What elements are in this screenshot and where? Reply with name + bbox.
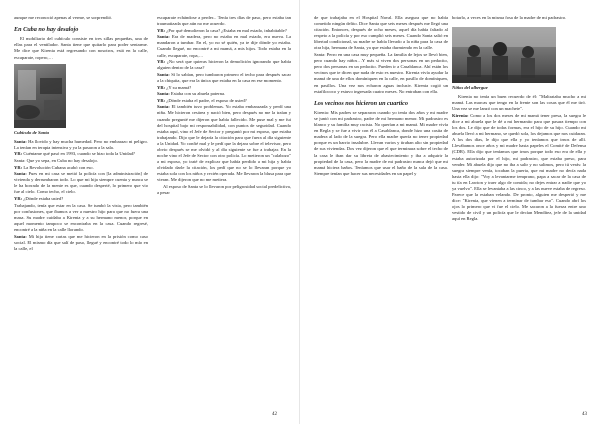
dialogue-text: La Revolución Cubana acabó con eso. [23, 164, 94, 170]
page-number-left: 42 [272, 412, 277, 417]
dialogue-text: Trabajando, tenía que estar en la casa. Se tumbó la vista, pero también por confusiones, que íbamos a ver a nuestro hijo para que no fuera una masa. Su madre cuidaba a Kirenia y a su hermano menor, porque en aquel momento tampoco se encontraba en la casa. Cuando regresé, encontré a la niña en la calle llorando. [14, 202, 148, 232]
dialogue-text: El también tuvo problemas. Yo estaba embarazada y perdí una niña. Me hicieron cesárea y nació bien, pero después no me la traían y cuando pregunté me dijeron que había fallecido. Me puse mal y me fui del hospital bajo mi responsabilidad, con puntos de seguridad. Cuando estaba aquí, vino el Jefe de Sector y preguntó por mi esposo, que estaba trabajando. Dijo que le dejaría la citación para que fuera al día siguiente a la Unidad. Yo confié mal y le pedí que la dejara sobre el televisor, pero obvio después se me olvidó y al día siguiente se fue a trabajar. En la noche vino el Jefe de Sector con otro policía. Lo metieron un "calabozo" a mi esposo, yo traté de explicar que había perdido a mi hija y había olvidado darle la citación, los pedí que no se lo llevaran porque yo estaba sola con los niños y recién operada. Me llevaron la blusa para que vieran. Me dijeron que no me metiera. [157, 104, 291, 183]
speaker-label: Santa: [14, 233, 27, 239]
left-page-column-2 [157, 15, 291, 410]
speaker-label: Santa: [157, 71, 170, 77]
speaker-label: YR: [157, 27, 166, 33]
paragraph: Kirenia no tenía un buen recuerdo de él: "Maltrataba mucho a mi mamá. Las marcas que tengo en la frente son las cosas que él me tiró. Una vez se me lanzó con un machete". [452, 94, 586, 112]
speaker-label: Santa: [14, 138, 27, 144]
speaker-label: Santa: [157, 34, 170, 40]
speaker-label: YR: [157, 97, 166, 103]
photo-caption: Cubículo de Santa [14, 129, 49, 135]
paragraph: Al esposo de Santa se lo llevaron por peligrosidad social predelictiva, a pesar [157, 184, 291, 196]
dialogue-text: Pues en mi casa se metió la policía con [la administración] de vivienda y derrumbaron todo. Lo que mi hija siempre cuenta y nunca se le ha borrado de la mente es que, cuando desperté, lo primero que vio fue al cielo. Como techo, el cielo. [14, 171, 148, 195]
dialogue-text: ¿No será que quieras hicieron la demolición ignorando que había alguien dentro de la casa? [157, 59, 291, 71]
dialogue-text: ¿Dónde estaba el padre, el esposo de usted? [166, 97, 247, 103]
dialogue-text: ¿Dónde estaba usted? [23, 196, 64, 202]
paragraph: botarlo, a veces en la misma fosa de la madre de mi padrastro. [452, 15, 567, 20]
paragraph: aunque me reconoció apenas al verme, se sorprendió. [14, 15, 113, 20]
section-heading: En Cuba no hay desalojo [14, 26, 79, 34]
page-number-right: 43 [582, 412, 587, 417]
dialogue-text: Era de madera, pero no estaba en mal estado, era nueva. La mandaron a tumbar. En el, yo no sé quién, ya te dije dónde yo estaba. Cuando llegué, no encontré a mi mamá, a mis hijos. Todo estaba en la calle, escaparate, ropa,… [157, 34, 291, 58]
photo-children [452, 27, 556, 83]
photo-image [452, 27, 556, 83]
speaker-label: YR: [14, 151, 23, 157]
dialogue-text: Estaba con su abuela paterna. [170, 91, 226, 97]
dialogue-text: Cuéntame qué pasó en 1993, cuando se hizo toda la Unidad? [23, 151, 135, 157]
speaker-label: Santa: [14, 171, 27, 177]
dialogue-text: Sí lo sabían, pero tumbaron primero el techo para después sacar a la chiquita, que era la única que estaba en la casa en ese momento. [157, 71, 291, 83]
speaker-label: Santa: [157, 104, 170, 110]
speaker-label: YR: [14, 164, 23, 170]
right-page-column-1 [314, 15, 448, 410]
speaker-label: Santa: [157, 91, 170, 97]
dialogue-text: Mi hija tiene cartas que me hicieron en la prisión como caso social. El mismo día que salí de paso, llegué y encontré todo lo mío en la calle, el [14, 233, 148, 251]
dialogue-text: Ha llovido y hay mucha humedad. Pero no embarazo ni peligro. La tenían en terapia intensiva y ya la pasaron a la sala. [14, 138, 148, 150]
right-page-column-2 [452, 15, 586, 410]
dialogue-text: Santa: Que yo sepa, en Cuba no hay desalojo. [14, 157, 98, 163]
dialogue-text: ¿Y su mamá? [166, 84, 192, 90]
speaker-label: YR: [157, 59, 166, 65]
dialogue-text: Como a los dos meses de mi mamá tener presa, la suegra le dice a mi abuela que le dé a mi hermanito para que pasara tiempo con los dos. Le dijo que de todas formas, era el hijo de su hijo. Cuando mi abuela llevó a mi hermano, se quedó sola, los dejamos que nos cuidaran. A los dos días, le dijo que ella y yo teníamos que irnos de allí. Llevábamos once años y mi madre hasta papeles el Comité de Defensa (CDR). Ella dijo que teníamos que irnos porque todo eso era de ella y estaba autorizada por el hijo, mi padrastro, que estaba preso, para vender. Mi abuela dijo que no iba a salir y no salimos, pero tú verás: la suegra siempre venía, tocaban la puerta, que mi madre no decía nada hasta ella dijo: "Voy a levantarme temprano, papa a sacar de la casa de tu tía en Lawton y traer algo de comida; no dejes entrar a nadie que yo ya vuelvo". Ella se levantaba a las cinco, y a las nueve estaba de regreso. Parece que la estaban velando. De pronto, alguien me despertó y me dice: "Kirenia, que vienen a terminar de tumbar eso". Cuando abrí los ojos lo primero que vi fue el cielo. Me sacaron a la fuerza entre uno vestido de civil y un policía que le decían Mendítez, jefe de la unidad aquí en Regla. [452, 112, 586, 222]
paragraph: de que trabajaba en el Hospital Naval. Ella asegura que no había cometido ningún delito. Dice Santa que seis meses después me llegó una citación. Entonces, después de ocho meses, aquel día había faltado al respeto a la policía y por eso cumplió seis meses. Cuando Santa salió en libertad condicional, su madre se había llevado a la niña para la casa de otra hija, hermana de Santa, ya que estaba durmiendo en la calle. [314, 15, 448, 51]
page-gutter [299, 0, 300, 424]
photo-cubicle [14, 64, 66, 128]
photo-image [14, 64, 66, 128]
speaker-label: Kirenia: [452, 112, 469, 118]
photo-caption: Niños del albergue [452, 85, 488, 91]
left-page-column-1 [14, 15, 148, 410]
paragraph: Santa: Perro en una casa muy pequeña. La familia de lejos se llevó bien, pero cuando hay niños…Y más si viven dos personas en un pedacito, pero dos personas en un pedacito. Pueden ir a Casablanca. Ahí están los vecinos que te dicen que nada de esto es nuestro. Kirenia vivía ayudar la mamá de una de ellos domíniquen en la calle, en pasillo de domíniquen, en pasillos. Una vez nos echaron aguas inclusiv. Kirenia cogió un estafilococo y estuvo ingresada cuatro meses. No entraban con ella. [314, 52, 448, 94]
speaker-label: YR: [14, 196, 23, 202]
dialogue-text: ¿Por qué demolieron la casa? ¿Estaba en mal estado, inhabitable? [166, 27, 287, 33]
paragraph: Kirenia: Mis padres se separaron cuando yo tenía dos años y mi madre se juntó con mi padrastro, padre de mi hermano menor. Mi padrastro es blanco y su familia muy racista. No querían a mi mamá. Mi madre vivía en Regla y se fue a vivir con él a Casablanca, donde hizo una casita de madera al lado de la suegra. Pero ella madre quería no tener propiedad porque es un barrio insalubre. Llevan varios y tiraban alto sin propiedad de sus viviendas. Dos vez dijeron que el que terminara sobre el techo de la casa le iban dar su libreta de abastecimiento y iba a adquirir la propiedad de la casa, pero la madre de mi padrastro nunca dejó que mi mamá hiciera baños. Teníamos que usar el baño de la sala de la casa. Siempre tenían que hacer sus necesidades en un papel y [314, 109, 448, 176]
paragraph: El mobiliario del cubículo consiste en tres sillas pequeñas, una de ellas para el ventilador. Santa tiene que quitarlo para poder sentarme. Me dice que Kirenia está regresando con nosotros, está en la calle, escaparate, ropero,… [14, 36, 148, 60]
section-heading: Los vecinos nos hicieron un cuartico [314, 99, 409, 107]
paragraph: escaparate echándose a perder... Tenía tres días de paso, pero estaba tan traumatizada que aún no me acuerdo. [157, 15, 291, 27]
speaker-label: YR: [157, 84, 166, 90]
